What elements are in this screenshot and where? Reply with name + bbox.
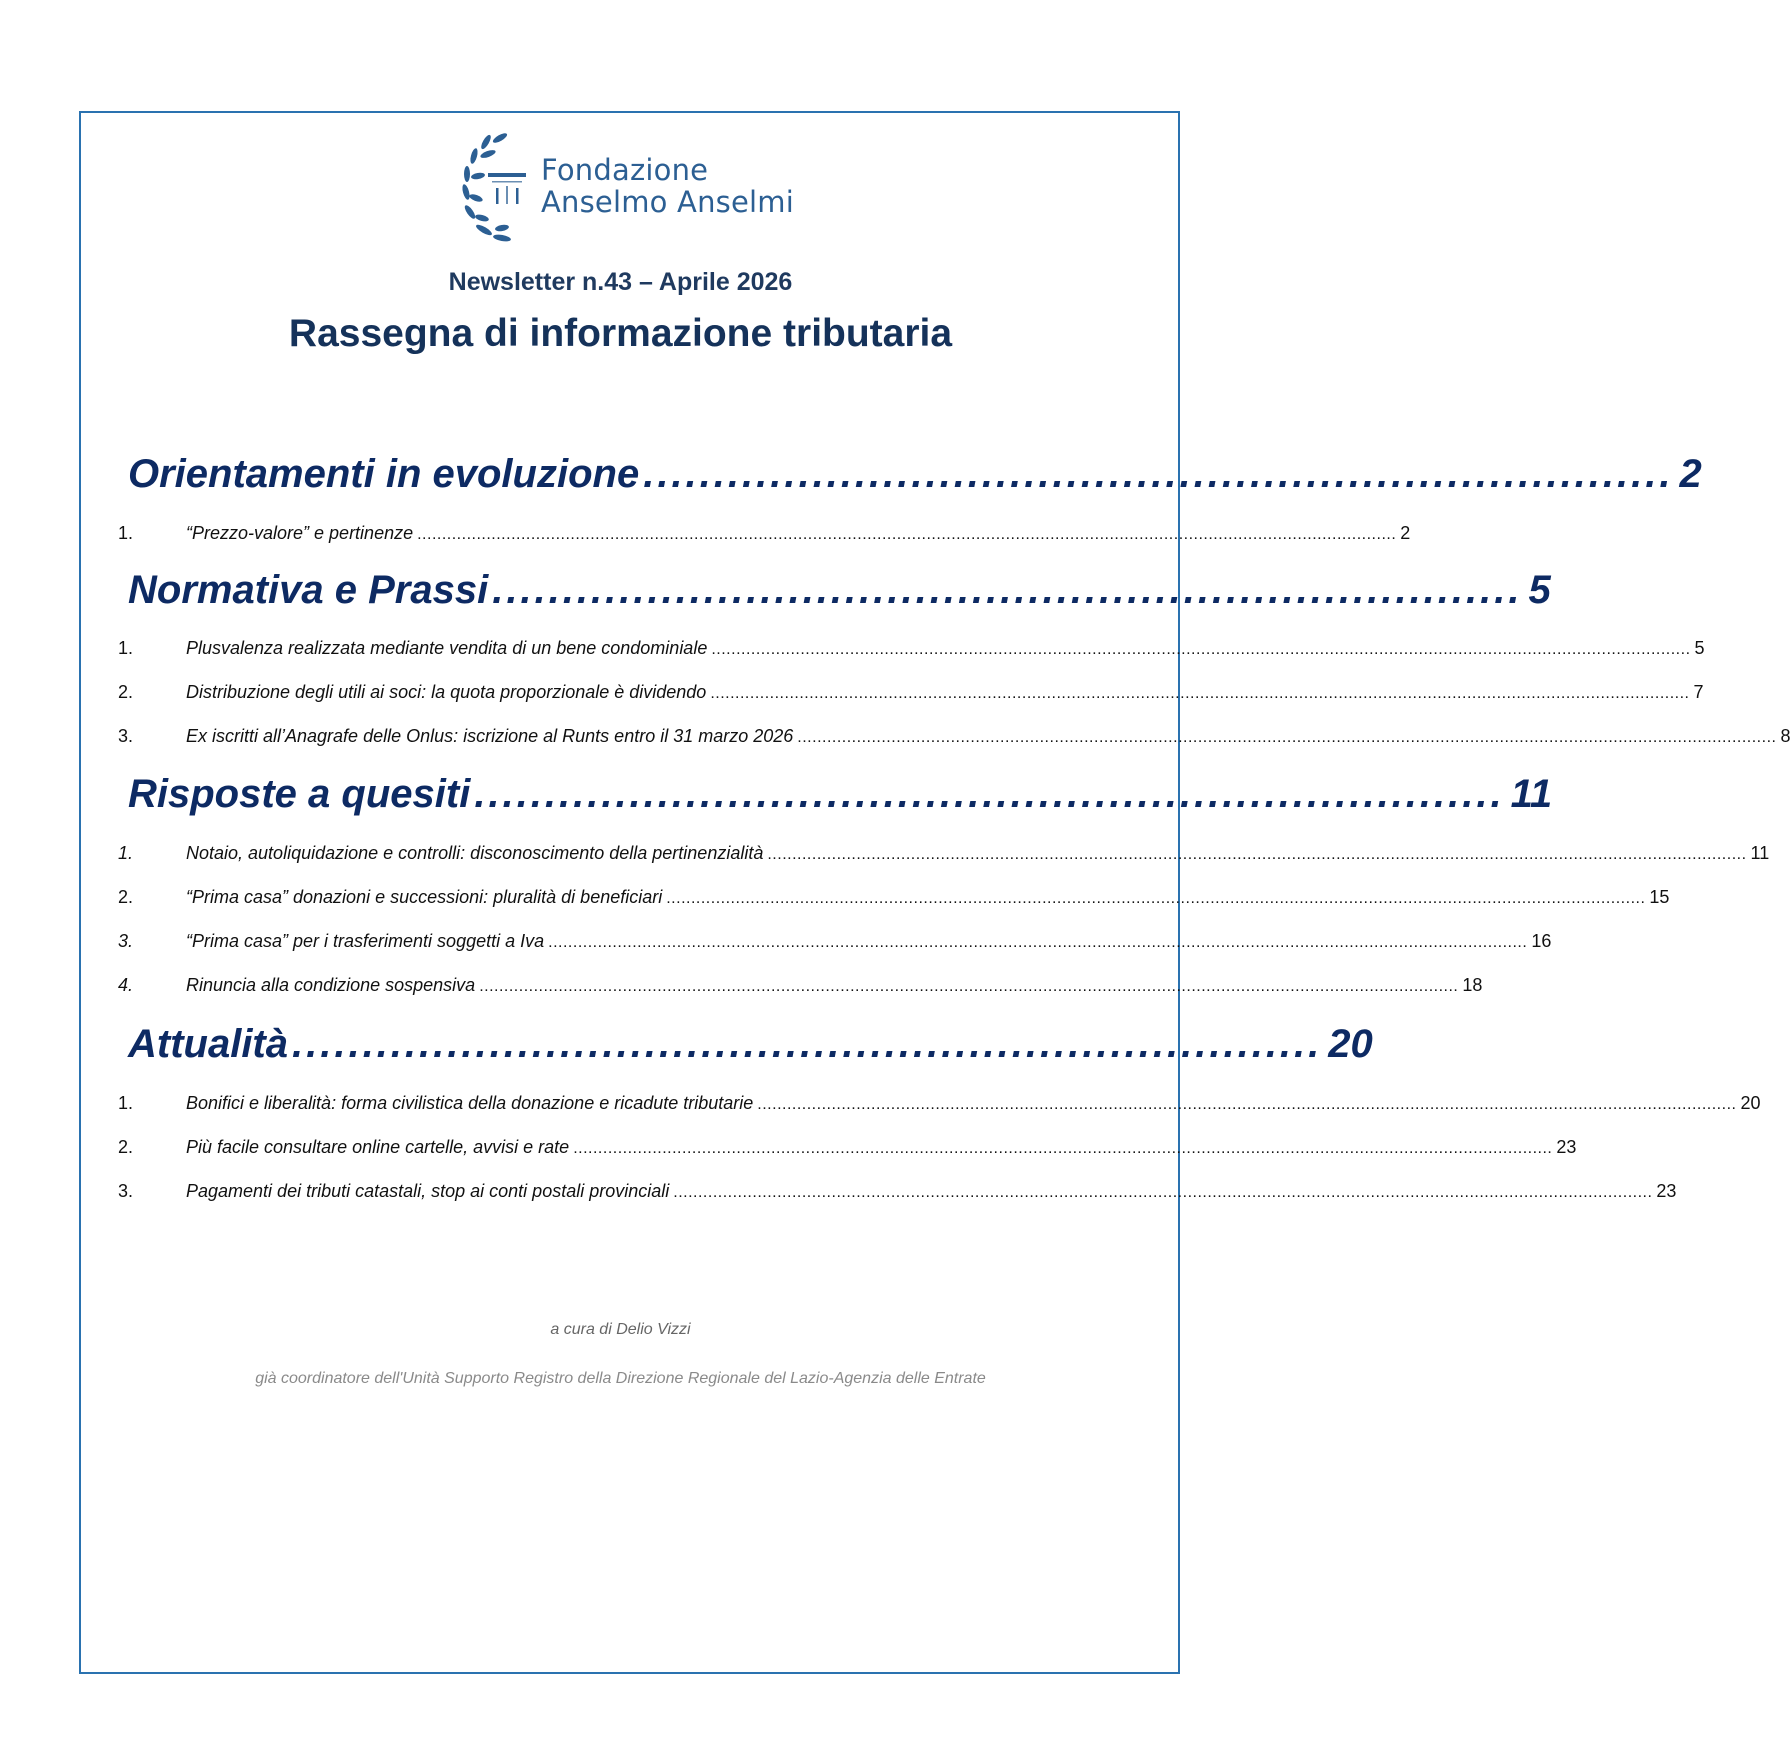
toc-section-heading[interactable] bbox=[128, 452, 1702, 497]
entry-number: 3. bbox=[118, 726, 134, 746]
section-page: 11 bbox=[1510, 772, 1553, 816]
entry-title: “Prezzo-valore” e pertinenze bbox=[186, 523, 414, 543]
entry-title: “Prima casa” donazioni e successioni: pluralità di beneficiari bbox=[186, 887, 663, 907]
entry-title: Distribuzione degli utili ai soci: la quota proporzionale è dividendo bbox=[186, 682, 707, 702]
toc-entry[interactable] bbox=[118, 523, 1411, 544]
dot-leader: ...................................................................................................................................................................................................... bbox=[673, 1184, 1653, 1201]
entry-title: Pagamenti dei tributi catastali, stop ai conti postali provinciali bbox=[186, 1181, 670, 1201]
section-page: 2 bbox=[1679, 452, 1702, 496]
dot-leader: ...................................................................................................................................................................................................... bbox=[573, 1140, 1553, 1157]
toc-entry[interactable] bbox=[118, 975, 1483, 996]
toc-entry[interactable] bbox=[118, 1181, 1677, 1202]
dot-leader: ...................................................................................................................................................................................................... bbox=[666, 890, 1646, 907]
toc-section-heading[interactable] bbox=[128, 1022, 1373, 1067]
toc-entry[interactable] bbox=[118, 726, 1790, 747]
entry-page: 8 bbox=[1780, 726, 1790, 746]
toc-entry[interactable] bbox=[118, 931, 1552, 952]
dot-leader: ...................................................................................................................................................................................................... bbox=[479, 978, 1459, 995]
dot-leader: ......................................................................... bbox=[643, 452, 1674, 496]
newsletter-issue: Newsletter n.43 – Aprile 2026 bbox=[448, 268, 793, 296]
entry-number: 1. bbox=[118, 523, 134, 543]
entry-page: 16 bbox=[1531, 931, 1552, 951]
toc-entry[interactable] bbox=[118, 682, 1704, 703]
dot-leader: ...................................................................................................................................................................................................... bbox=[757, 1096, 1737, 1113]
toc-section-heading[interactable] bbox=[128, 568, 1551, 613]
dot-leader: ......................................................................... bbox=[292, 1022, 1323, 1066]
dot-leader: ......................................................................... bbox=[492, 568, 1523, 612]
dot-leader: ...................................................................................................................................................................................................... bbox=[711, 641, 1691, 658]
entry-number: 2. bbox=[118, 887, 134, 907]
toc-entry[interactable] bbox=[118, 1093, 1761, 1114]
section-page: 5 bbox=[1528, 568, 1551, 612]
entry-page: 5 bbox=[1694, 638, 1705, 658]
toc-entry[interactable] bbox=[118, 1137, 1577, 1158]
dot-leader: ...................................................................................................................................................................................................... bbox=[797, 729, 1777, 746]
entry-page: 23 bbox=[1556, 1137, 1577, 1157]
entry-number: 1. bbox=[118, 843, 134, 863]
entry-page: 18 bbox=[1462, 975, 1483, 995]
logo bbox=[458, 132, 818, 247]
logo-text bbox=[541, 154, 794, 218]
logo-line-1: Fondazione bbox=[541, 153, 709, 187]
entry-page: 2 bbox=[1400, 523, 1411, 543]
dot-leader: ...................................................................................................................................................................................................... bbox=[548, 934, 1528, 951]
page-title: Rassegna di informazione tributaria bbox=[288, 312, 953, 355]
toc-entry[interactable] bbox=[118, 887, 1670, 908]
entry-page: 23 bbox=[1656, 1181, 1677, 1201]
entry-number: 1. bbox=[118, 1093, 134, 1113]
entry-page: 20 bbox=[1740, 1093, 1761, 1113]
section-title: Risposte a quesiti bbox=[128, 772, 471, 816]
entry-number: 4. bbox=[118, 975, 134, 995]
section-title: Orientamenti in evoluzione bbox=[128, 452, 640, 496]
entry-page: 7 bbox=[1693, 682, 1704, 702]
laurel-column-icon bbox=[458, 132, 538, 247]
section-title: Normativa e Prassi bbox=[128, 568, 489, 612]
entry-number: 1. bbox=[118, 638, 134, 658]
curator-credit: a cura di Delio Vizzi bbox=[550, 1321, 691, 1338]
dot-leader: ...................................................................................................................................................................................................... bbox=[417, 526, 1397, 543]
entry-title: Plusvalenza realizzata mediante vendita di un bene condominiale bbox=[186, 638, 708, 658]
entry-number: 2. bbox=[118, 1137, 134, 1157]
entry-page: 11 bbox=[1750, 843, 1770, 863]
entry-title: “Prima casa” per i trasferimenti soggetti a Iva bbox=[186, 931, 545, 951]
toc-entry[interactable] bbox=[118, 638, 1705, 659]
entry-title: Ex iscritti all’Anagrafe delle Onlus: iscrizione al Runts entro il 31 marzo 2026 bbox=[186, 726, 794, 746]
dot-leader: ......................................................................... bbox=[474, 772, 1505, 816]
section-title: Attualità bbox=[128, 1022, 288, 1066]
entry-title: Più facile consultare online cartelle, avvisi e rate bbox=[186, 1137, 570, 1157]
dot-leader: ...................................................................................................................................................................................................... bbox=[710, 685, 1690, 702]
toc-section-heading[interactable] bbox=[128, 772, 1553, 817]
toc-entry[interactable] bbox=[118, 843, 1770, 864]
entry-title: Rinuncia alla condizione sospensiva bbox=[186, 975, 476, 995]
entry-number: 3. bbox=[118, 931, 134, 951]
entry-title: Bonifici e liberalità: forma civilistica della donazione e ricadute tributarie bbox=[186, 1093, 754, 1113]
entry-page: 15 bbox=[1649, 887, 1670, 907]
entry-number: 2. bbox=[118, 682, 134, 702]
curator-role: già coordinatore dell'Unità Supporto Registro della Direzione Regionale del Lazio-Agenzia delle Entrate bbox=[255, 1370, 986, 1387]
section-page: 20 bbox=[1328, 1022, 1373, 1066]
entry-number: 3. bbox=[118, 1181, 134, 1201]
logo-line-2: Anselmo Anselmi bbox=[541, 185, 794, 219]
dot-leader: ...................................................................................................................................................................................................... bbox=[767, 846, 1747, 863]
entry-title: Notaio, autoliquidazione e controlli: disconoscimento della pertinenzialità bbox=[186, 843, 764, 863]
